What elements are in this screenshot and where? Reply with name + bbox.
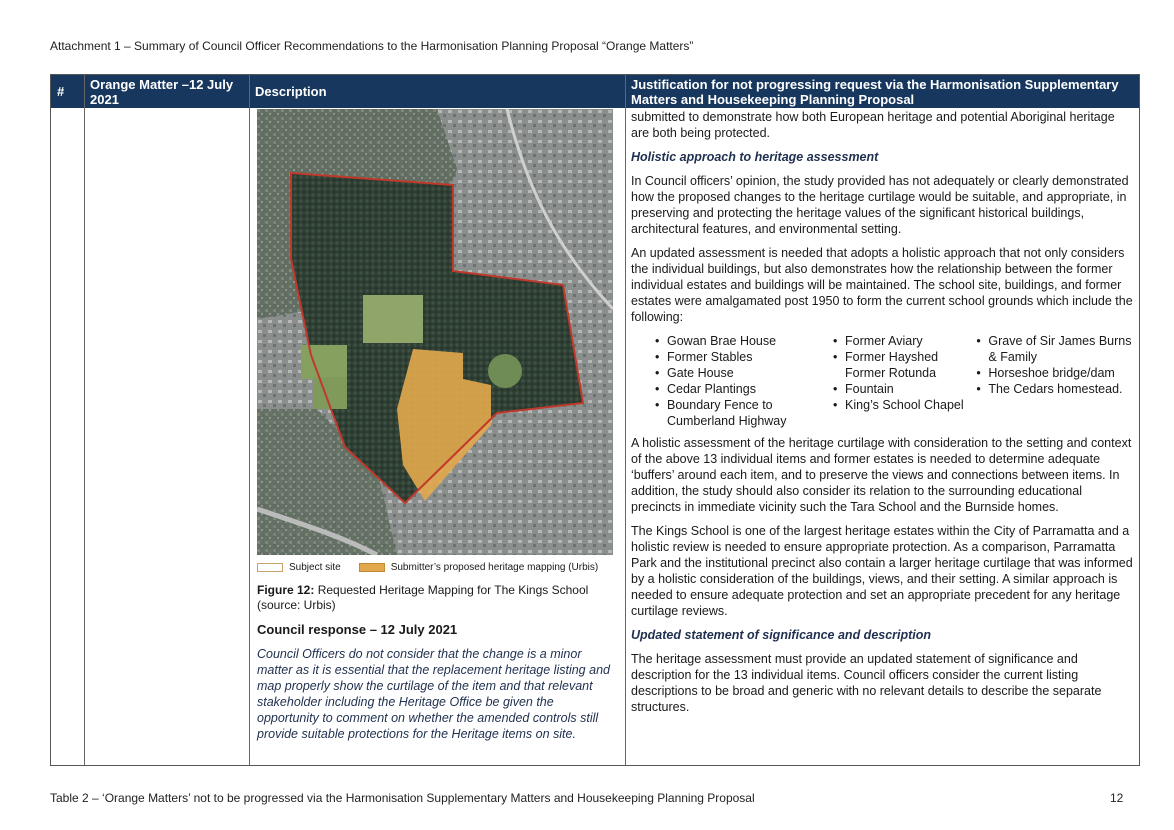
justification-paragraph: submitted to demonstrate how both European heritage and potential Aboriginal heritage are both being protected. xyxy=(631,110,1115,140)
list-item: • Cedar Plantings xyxy=(667,381,827,397)
list-item: • Former Hayshed Former Rotunda xyxy=(845,349,970,381)
page-header: Attachment 1 – Summary of Council Officer Recommendations to the Harmonisation Planning Proposal “Orange Matters” xyxy=(50,39,694,53)
col-number-header: # xyxy=(57,84,65,99)
list-item: • Former Stables xyxy=(667,349,827,365)
aerial-map-graphic xyxy=(257,109,613,555)
proposed-mapping-swatch xyxy=(359,563,385,572)
recommendations-table xyxy=(50,74,1140,766)
list-item: • The Cedars homestead. xyxy=(988,381,1133,397)
subject-site-swatch xyxy=(257,563,283,572)
justification-paragraph: In Council officers’ opinion, the study provided has not adequately or clearly demonstrated how the proposed changes to the heritage curtilage would be suitable, and appropriate, in preserving and protecting the heritage values of the significant historical buildings, architectural features, and environmental setting. xyxy=(631,174,1129,236)
list-item: • Grave of Sir James Burns & Family xyxy=(988,333,1133,365)
col-justification-header: Justification for not progressing request via the Harmonisation Supplementary Matters and Housekeeping Planning Proposal xyxy=(631,76,1119,107)
list-item: • Fountain xyxy=(845,381,970,397)
aerial-heritage-map xyxy=(257,109,613,555)
heritage-items-list xyxy=(631,333,1133,429)
legend-proposed-label: Submitter’s proposed heritage mapping (Urbis) xyxy=(390,562,599,573)
column-divider xyxy=(84,75,85,765)
column-divider xyxy=(625,75,626,765)
justification-paragraph: An updated assessment is needed that adopts a holistic approach that not only considers the individual buildings, but also demonstrates how the relationship between the former individual estates and buildings will be maintained. The school site, buildings, and former estates were amalgamated post 1950 to form the current school grounds which include the following: xyxy=(631,246,1133,324)
list-item: • Gate House xyxy=(667,365,827,381)
page-number: 12 xyxy=(1110,791,1124,805)
legend-subject-label: Subject site xyxy=(289,562,341,573)
justification-paragraph: A holistic assessment of the heritage curtilage with consideration to the setting and context of the above 13 individual items and former estates is needed to determine adequate ‘buffers’ around each item, and to preserve the views and connections between items. In addition, the study should also consider its relation to the surrounding educational precincts in immediate vicinity such the Tara School and the Burnside homes. xyxy=(631,436,1132,514)
heritage-items-list-1 xyxy=(649,333,827,429)
section-heading-holistic: Holistic approach to heritage assessment xyxy=(631,150,879,164)
list-item: • King’s School Chapel xyxy=(845,397,970,413)
heritage-items-list-3 xyxy=(970,333,1133,429)
map-legend xyxy=(257,562,598,573)
column-divider xyxy=(249,75,250,765)
list-item: • Horseshoe bridge/dam xyxy=(988,365,1133,381)
figure-caption xyxy=(257,583,617,613)
heritage-items-list-2 xyxy=(827,333,970,429)
section-heading-significance: Updated statement of significance and description xyxy=(631,628,932,642)
justification-paragraph: The Kings School is one of the largest heritage estates within the City of Parramatta and a holistic review is needed to ensure appropriate protection. As a comparison, Parramatta Park and the institutional precinct also contain a larger heritage curtilage that was informed by a holistic consideration of the buildings, views, and their setting. A similar approach is needed to ensure adequate protection and set an appropriate precedent for any heritage curtilage reviews. xyxy=(631,524,1133,618)
col-description-header: Description xyxy=(255,84,327,99)
justification-column xyxy=(631,109,1133,723)
council-response-title: Council response – 12 July 2021 xyxy=(257,622,458,637)
figure-caption-text: Requested Heritage Mapping for The Kings School (source: Urbis) xyxy=(257,583,589,612)
list-item: • Boundary Fence to Cumberland Highway xyxy=(667,397,827,429)
council-response-text: Council Officers do not consider that the change is a minor matter as it is essential that the replacement heritage listing and map properly show the curtilage of the item and that relevant stakeholder including the Heritage Office be given the opportunity to comment on whether the amended controls still provide suitable protections for the Heritage items on site. xyxy=(257,647,610,741)
table-header-row xyxy=(51,75,1139,108)
col-orange-matter-header: Orange Matter –12 July 2021 xyxy=(90,76,234,107)
justification-paragraph: The heritage assessment must provide an updated statement of significance and description for the 13 individual items. Council officers consider the current listing descriptions to be broad and generic with no relevant details to describe the separate structures. xyxy=(631,652,1102,714)
page-footer: Table 2 – ‘Orange Matters’ not to be progressed via the Harmonisation Supplementary Matters and Housekeeping Planning Proposal xyxy=(50,791,755,805)
list-item: • Gowan Brae House xyxy=(667,333,827,349)
list-item: • Former Aviary xyxy=(845,333,970,349)
figure-caption-label: Figure 12: xyxy=(257,583,315,597)
